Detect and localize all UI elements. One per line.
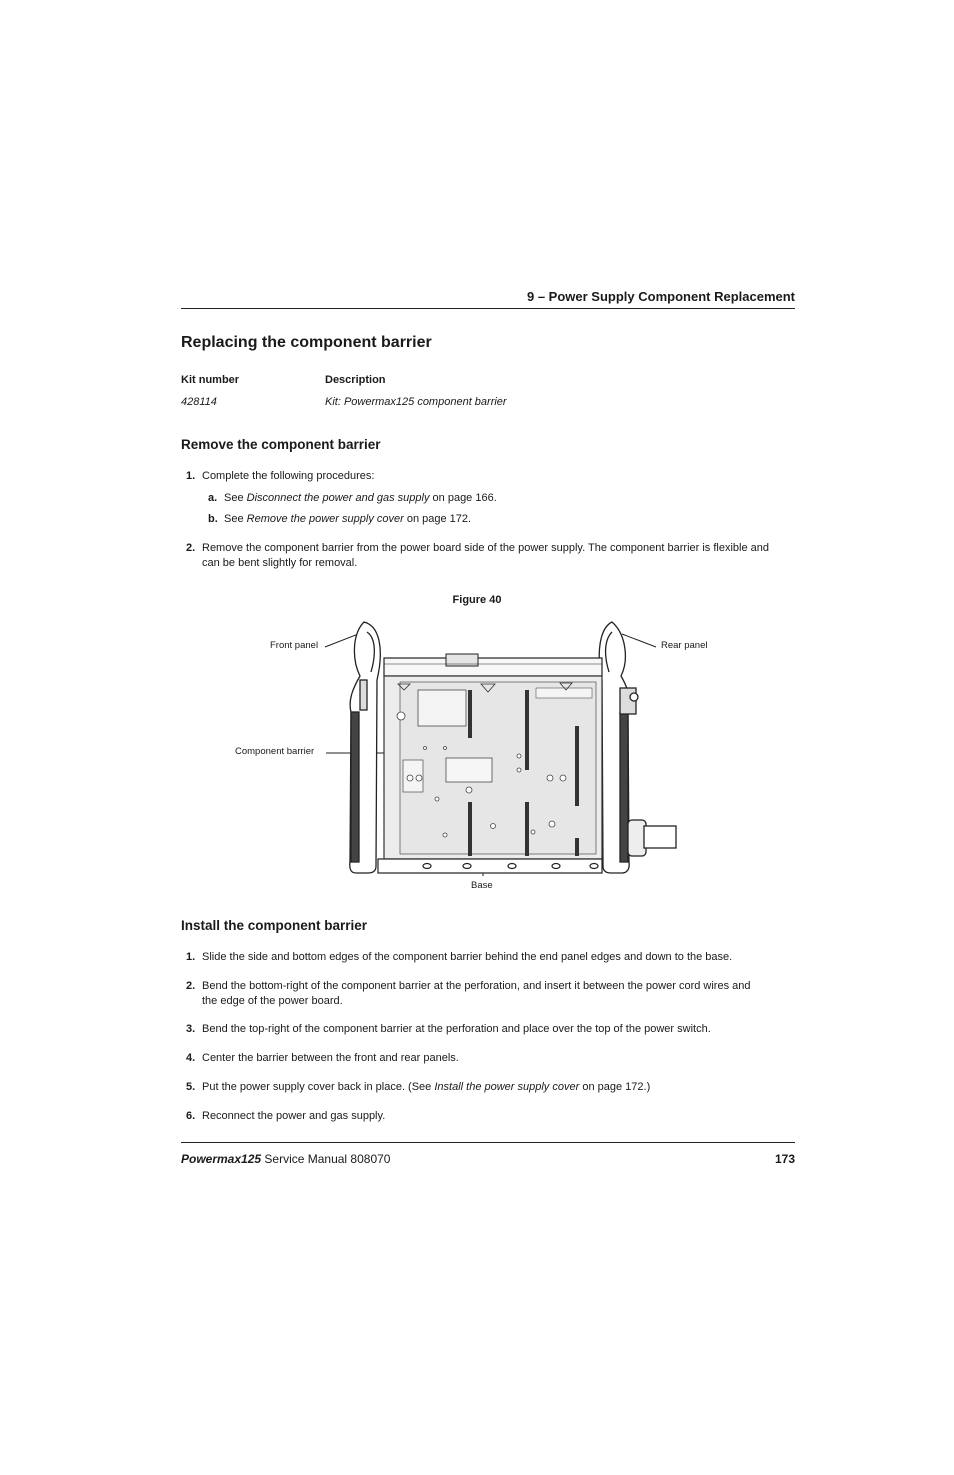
rear-panel (599, 622, 676, 873)
footer-brand: Powermax125 (181, 1152, 262, 1166)
component-barrier (384, 676, 602, 859)
disconnect-power-link[interactable]: Disconnect the power and gas supply (246, 492, 430, 504)
install-cover-link[interactable]: Install the power supply cover (434, 1081, 580, 1093)
top-rail (384, 654, 602, 676)
remove-step-2-text: Remove the component barrier from the power board side of the power supply. The component barrier is flexible and can be bent slightly for removal. (202, 542, 770, 569)
description-header: Description (325, 374, 386, 386)
header-rule (181, 308, 795, 309)
remove-subtitle: Remove the component barrier (181, 437, 381, 452)
install-step-1-number: 1. (186, 951, 196, 963)
front-panel-label: Front panel (270, 640, 319, 651)
remove-step-1-number: 1. (186, 470, 196, 482)
component-barrier-label: Component barrier (235, 746, 315, 757)
chapter-header: 9 – Power Supply Component Replacement (527, 289, 795, 304)
install-step-6-text: Reconnect the power and gas supply. (202, 1110, 386, 1122)
front-panel (350, 622, 381, 873)
remove-step-1-text: Complete the following procedures: (202, 470, 375, 482)
figure-title: Figure 40 (452, 594, 502, 606)
remove-step-2-number: 2. (186, 542, 196, 554)
install-step-6-number: 6. (186, 1110, 196, 1122)
footer-manual-info (181, 1152, 390, 1166)
base (378, 859, 602, 873)
footer-manual: Service Manual 808070 (261, 1152, 391, 1166)
page-number: 173 (774, 1152, 795, 1166)
section-title: Replacing the component barrier (181, 334, 432, 351)
install-step-5-text: Put the power supply cover back in place. (See Install the power supply cover on page 172.) (202, 1081, 651, 1093)
remove-step-1b-text: See Remove the power supply cover on page 172. (224, 513, 472, 525)
install-step-3-text: Bend the top-right of the component barrier at the perforation and place over the top of the power switch. (202, 1023, 711, 1035)
kit-description-value: Kit: Powermax125 component barrier (325, 396, 507, 408)
install-subtitle: Install the component barrier (181, 918, 368, 933)
footer-rule (181, 1142, 795, 1143)
install-step-3-number: 3. (186, 1023, 196, 1035)
install-step-4-number: 4. (186, 1052, 196, 1064)
install-step-2-number: 2. (186, 980, 196, 992)
remove-step-1a-letter: a. (208, 492, 218, 504)
remove-step-1b-letter: b. (208, 513, 218, 525)
install-step-5-number: 5. (186, 1081, 196, 1093)
power-supply-diagram (320, 615, 700, 880)
install-step-2-text: Bend the bottom-right of the component barrier at the perforation, and insert it between the power cord wires and the edge of the power board. (202, 980, 751, 1007)
rear-panel-label: Rear panel (661, 640, 708, 651)
base-label: Base (471, 880, 493, 891)
install-step-1-text: Slide the side and bottom edges of the component barrier behind the end panel edges and down to the base. (202, 951, 733, 963)
remove-cover-link[interactable]: Remove the power supply cover (246, 513, 404, 525)
remove-step-1a-text: See Disconnect the power and gas supply on page 166. (224, 492, 497, 504)
kit-number-header: Kit number (181, 374, 240, 386)
kit-number-value: 428114 (181, 396, 217, 408)
install-step-4-text: Center the barrier between the front and rear panels. (202, 1052, 459, 1064)
